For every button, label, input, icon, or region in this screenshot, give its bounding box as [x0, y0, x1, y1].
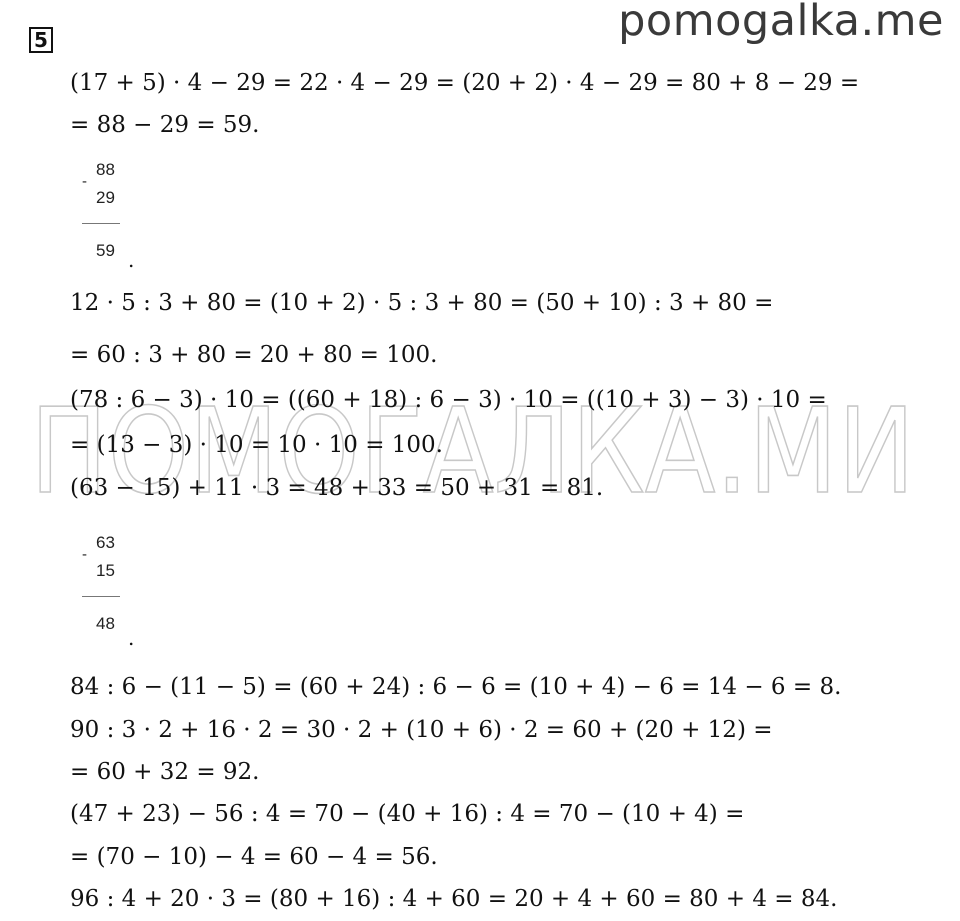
difference: 59 [96, 241, 115, 260]
subtrahend: 15 [96, 561, 115, 580]
period-mark: . [128, 248, 135, 272]
minuend: 88 [96, 160, 115, 179]
equation-line-9: 90 : 3 · 2 + 16 · 2 = 30 · 2 + (10 + 6) · 2 = 60 + (20 + 12) = [70, 717, 773, 743]
equation-line-6: = (13 − 3) · 10 = 10 · 10 = 100. [70, 432, 443, 458]
underline-bar [82, 596, 120, 597]
watermark-text: ПОМОГАЛКА.МИ [30, 396, 915, 508]
equation-line-4: = 60 : 3 + 80 = 20 + 80 = 100. [70, 342, 438, 368]
site-logo-text: pomogalka.me [618, 0, 944, 46]
equation-line-3: 12 · 5 : 3 + 80 = (10 + 2) · 5 : 3 + 80 = (50 + 10) : 3 + 80 = [70, 290, 774, 316]
underline-bar [82, 223, 120, 224]
equation-line-11: (47 + 23) − 56 : 4 = 70 − (40 + 16) : 4 = 70 − (10 + 4) = [70, 801, 745, 827]
period-mark: . [128, 626, 135, 650]
equation-line-8: 84 : 6 − (11 − 5) = (60 + 24) : 6 − 6 = (10 + 4) − 6 = 14 − 6 = 8. [70, 674, 842, 700]
minus-sign: - [82, 546, 87, 563]
equation-line-5: (78 : 6 − 3) · 10 = ((60 + 18) : 6 − 3) · 10 = ((10 + 3) − 3) · 10 = [70, 387, 827, 413]
minus-sign: - [82, 173, 87, 190]
equation-line-12: = (70 − 10) − 4 = 60 − 4 = 56. [70, 844, 438, 870]
equation-line-2: = 88 − 29 = 59. [70, 112, 260, 138]
difference: 48 [96, 614, 115, 633]
equation-line-10: = 60 + 32 = 92. [70, 759, 260, 785]
equation-line-7: (63 − 15) + 11 · 3 = 48 + 33 = 50 + 31 = 81. [70, 475, 604, 501]
minuend: 63 [96, 533, 115, 552]
equation-line-13: 96 : 4 + 20 · 3 = (80 + 16) : 4 + 60 = 20 + 4 + 60 = 80 + 4 = 84. [70, 886, 838, 912]
task-number-badge: 5 [29, 27, 53, 53]
equation-line-1: (17 + 5) · 4 − 29 = 22 · 4 − 29 = (20 + 2) · 4 − 29 = 80 + 8 − 29 = [70, 70, 860, 96]
subtrahend: 29 [96, 188, 115, 207]
